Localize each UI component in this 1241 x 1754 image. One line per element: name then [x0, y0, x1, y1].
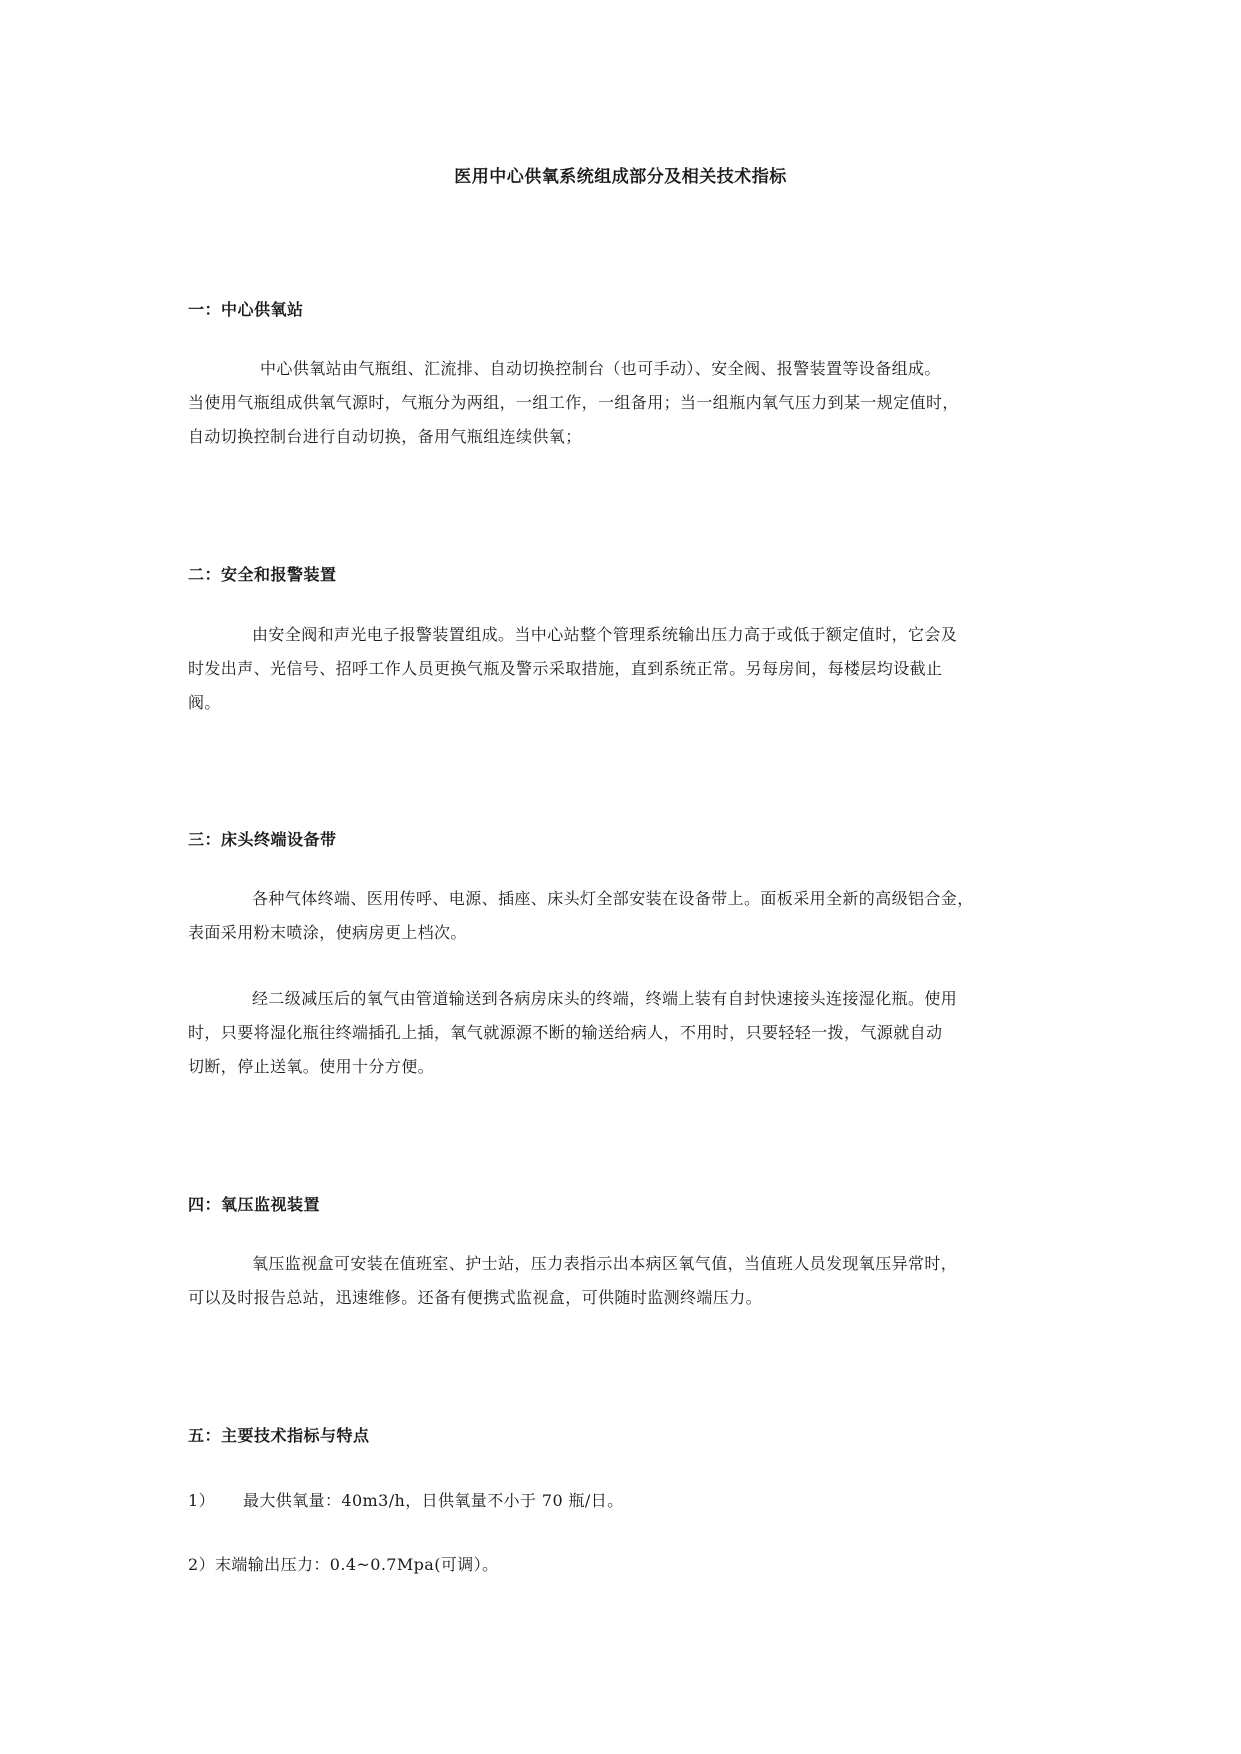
section-heading-1: 一：中心供氧站 — [188, 300, 304, 319]
list-text: 最大供氧量：40m3/h，日供氧量不小于 70 瓶/日。 — [242, 1491, 624, 1510]
paragraph-line: 可以及时报告总站，迅速维修。还备有便携式监视盒，可供随时监测终端压力。 — [188, 1288, 763, 1307]
section-heading-4: 四：氧压监视装置 — [188, 1195, 321, 1214]
paragraph-line: 各种气体终端、医用传呼、电源、插座、床头灯全部安装在设备带上。面板采用全新的高级铝合金， — [252, 889, 974, 908]
section-heading-3: 三：床头终端设备带 — [188, 830, 337, 849]
list-marker: 2） — [188, 1555, 215, 1574]
section-heading-5: 五：主要技术指标与特点 — [188, 1426, 370, 1445]
list-text: 末端输出压力：0.4~0.7Mpa(可调）。 — [214, 1555, 499, 1574]
list-marker: 1） — [188, 1491, 215, 1510]
paragraph-line: 时，只要将湿化瓶往终端插孔上插，氧气就源源不断的输送给病人，不用时，只要轻轻一拨，气源就自动 — [188, 1023, 943, 1042]
paragraph-line: 时发出声、光信号、招呼工作人员更换气瓶及警示采取措施，直到系统正常。另每房间，每楼层均设截止 — [188, 659, 943, 678]
section-1-paragraph-1 — [188, 352, 1058, 454]
paragraph-line: 氧压监视盒可安装在值班室、护士站，压力表指示出本病区氧气值，当值班人员发现氧压异常时， — [252, 1254, 958, 1273]
section-heading-2: 二：安全和报警装置 — [188, 565, 337, 584]
paragraph-line: 切断，停止送氧。使用十分方便。 — [188, 1057, 435, 1076]
document-title: 医用中心供氧系统组成部分及相关技术指标 — [454, 167, 787, 187]
section-3-paragraph-2 — [188, 982, 1058, 1084]
paragraph-line: 中心供氧站由气瓶组、汇流排、自动切换控制台（也可手动）、安全阀、报警装置等设备组成。 — [260, 359, 941, 378]
paragraph-line: 表面采用粉末喷涂，使病房更上档次。 — [188, 923, 467, 942]
section-2-paragraph-1 — [188, 618, 1058, 720]
section-3-paragraph-1 — [188, 882, 1058, 950]
paragraph-line: 自动切换控制台进行自动切换，备用气瓶组连续供氧； — [188, 427, 582, 446]
section-4-paragraph-1 — [188, 1247, 1058, 1315]
list-item-2 — [188, 1552, 499, 1575]
paragraph-line: 由安全阀和声光电子报警装置组成。当中心站整个管理系统输出压力高于或低于额定值时，它会及 — [252, 625, 958, 644]
paragraph-line: 当使用气瓶组成供氧气源时，气瓶分为两组，一组工作，一组备用；当一组瓶内氧气压力到某一规定值时， — [188, 393, 959, 412]
paragraph-line: 阀。 — [188, 693, 221, 712]
list-item-1 — [188, 1488, 624, 1511]
paragraph-line: 经二级减压后的氧气由管道输送到各病房床头的终端，终端上装有自封快速接头连接湿化瓶。使用 — [252, 989, 958, 1008]
